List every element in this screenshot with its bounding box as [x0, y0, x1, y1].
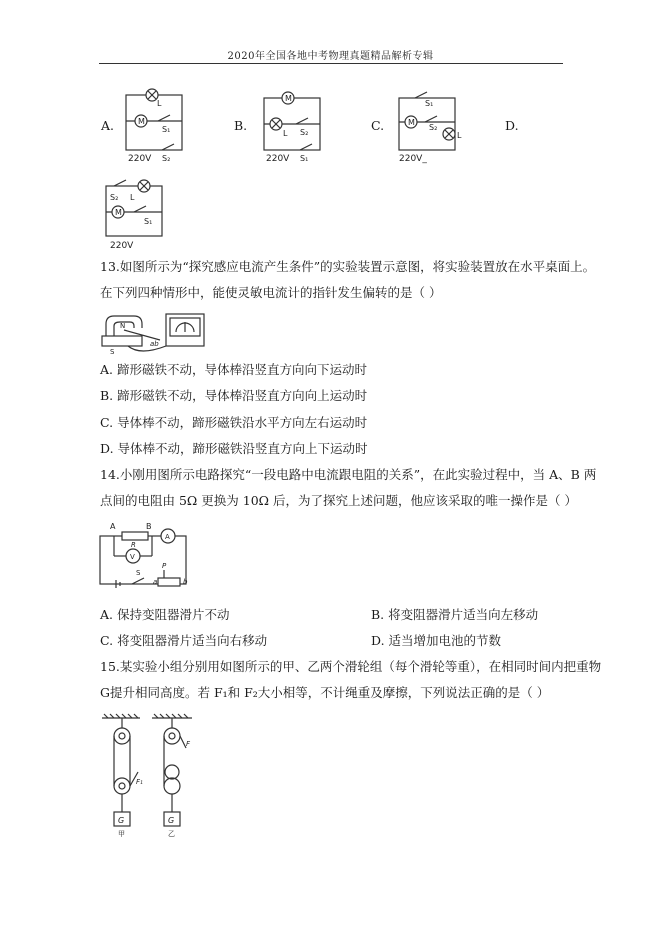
q13-south-label: S [110, 348, 115, 356]
q14-stem-line1: 14.小刚用图所示电路探究“一段电路中电流跟电阻的关系”，在此实验过程中，当 A、B 两 [100, 467, 597, 482]
q15-stem-line1: 15.某实验小组分别用如图所示的甲、乙两个滑轮组（每个滑轮等重），在相同时间内把重物 [100, 659, 602, 674]
q12-option-a-label: A. [101, 118, 115, 133]
q15-caption-yi: 乙 [168, 830, 175, 838]
q12a-s2-label: S₂ [162, 154, 171, 163]
q13-option-d: D. 导体棒不动，蹄形磁铁沿竖直方向上下运动时 [100, 441, 368, 456]
q12a-lamp-label: L [157, 99, 162, 108]
q14-ammeter-label: A [165, 533, 170, 541]
q12c-motor-label: M [408, 118, 415, 127]
q12b-lamp-label: L [283, 129, 288, 138]
q12d-voltage-label: 220V [110, 241, 134, 251]
q13-option-b: B. 蹄形磁铁不动，导体棒沿竖直方向向上运动时 [100, 388, 368, 403]
q12a-voltage-label: 220V [128, 154, 152, 164]
q14-point-b-label: B [146, 522, 152, 531]
q14-option-b: B. 将变阻器滑片适当向左移动 [371, 607, 539, 622]
q14-figure-circuit [98, 518, 198, 590]
q14-option-c: C. 将变阻器滑片适当向右移动 [100, 633, 268, 648]
q12b-motor-label: M [285, 94, 292, 103]
q14-option-d: D. 适当增加电池的节数 [371, 633, 502, 648]
page-header-title: 2020年全国各地中考物理真题精品解析专辑 [227, 51, 434, 62]
q12d-motor-label: M [115, 208, 122, 217]
q12b-s1-label: S₁ [300, 154, 309, 163]
q15-weight-jia-label: G [118, 816, 125, 825]
q13-stem-line1: 13.如图所示为“探究感应电流产生条件”的实验装置示意图，将实验装置放在水平桌面上。 [100, 259, 596, 274]
q14-voltmeter-label: V [130, 553, 135, 561]
q12-circuit-c [385, 88, 470, 163]
q14-resistor-label: R [131, 541, 136, 549]
q15-caption-jia: 甲 [118, 830, 125, 838]
q12b-s2-label: S₂ [300, 128, 309, 137]
q12-option-d-label: D. [505, 118, 519, 133]
header-rule [99, 63, 563, 64]
q12d-s2-label: S₂ [110, 193, 119, 202]
q12c-lamp-label: L [457, 131, 462, 140]
q14-option-a: A. 保持变阻器滑片不动 [100, 607, 230, 622]
q12-circuit-a [112, 88, 192, 163]
q12c-s2-label: S₂ [429, 123, 438, 132]
q12d-s1-label: S₁ [144, 217, 153, 226]
q13-rod-label: ab [150, 340, 159, 348]
q15-stem-line2: G提升相同高度。若 F₁和 F₂大小相等，不计绳重及摩擦，下列说法正确的是（ ） [100, 685, 550, 700]
q15-force-f1-label: F₁ [136, 778, 143, 786]
q12-circuit-b [250, 88, 330, 163]
q13-stem-line2: 在下列四种情形中，能使灵敏电流计的指针发生偏转的是（ ） [100, 285, 442, 300]
q13-option-a: A. 蹄形磁铁不动，导体棒沿竖直方向向下运动时 [100, 362, 367, 377]
q12b-voltage-label: 220V [266, 154, 290, 164]
q15-figure-pulley-systems [100, 712, 200, 837]
q13-figure-induction-apparatus [100, 306, 210, 358]
q12a-motor-label: M [138, 117, 145, 126]
q12a-s1-label: S₁ [162, 125, 171, 134]
q14-end-a-label: a [153, 578, 158, 586]
q14-end-b-label: b [183, 578, 188, 586]
q15-weight-yi-label: G [168, 816, 175, 825]
q14-stem-line2: 点间的电阻由 5Ω 更换为 10Ω 后，为了探究上述问题，他应该采取的唯一操作是（ ） [100, 493, 577, 508]
q12d-lamp-label: L [130, 193, 135, 202]
q15-force-f2-label: F [186, 740, 191, 748]
q14-slider-label: P [162, 562, 167, 570]
q13-option-c: C. 导体棒不动，蹄形磁铁沿水平方向左右运动时 [100, 415, 368, 430]
q14-point-a-label: A [110, 522, 116, 531]
q12-option-c-label: C. [371, 118, 385, 133]
q12-option-b-label: B. [234, 118, 248, 133]
q12-circuit-d [100, 176, 180, 251]
q14-switch-label: S [136, 569, 141, 577]
q13-north-label: N [120, 322, 126, 330]
q12c-s1-label: S₁ [425, 99, 434, 108]
q12c-voltage-label: 220V_ [399, 154, 427, 164]
